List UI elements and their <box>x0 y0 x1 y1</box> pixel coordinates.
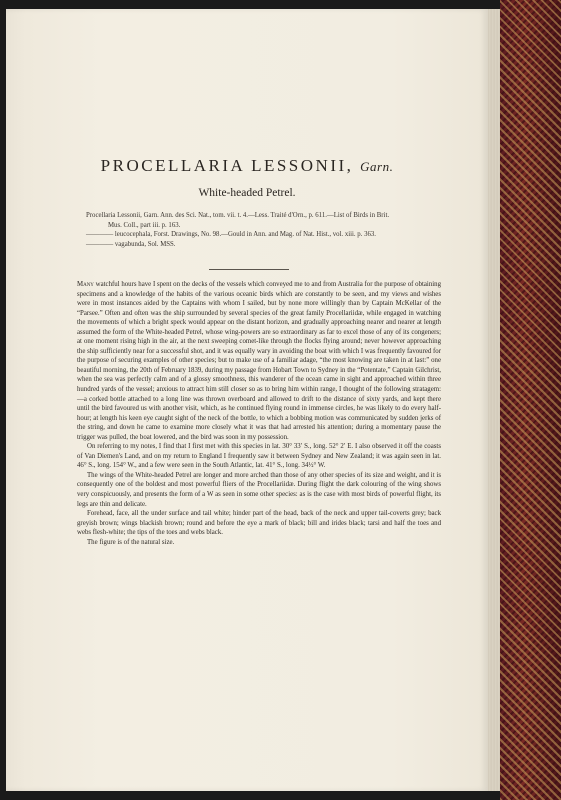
divider-rule <box>209 269 289 270</box>
paragraph-3: The wings of the White-headed Petrel are longer and more arched than those of any other species of its size and weight, and it is consequently one of the boldest and most powerful fliers of the Procellariidæ. During flight the dark colouring of the wing shows very conspicuously, and presents the form of a W as seen in some other species: as is the case with most birds of powerful flight, its legs are thin and delicate. <box>77 471 441 508</box>
paragraph-text: watchful hours have I spent on the decks of the vessels which conveyed me to and from Australia for the purpose of obtaining specimens and a knowledge of the habits of the various oceanic birds which are constantly to be seen, and my views and wishes were in most instances aided by the Captains with whom I sailed, but by none more willingly than by Captain McKellar of the “Parsee.” Often and often was the ship surrounded by several species of the great family Procellariidæ, while engaged in watching the movements of which a bright speck would appear on the distant horizon, and gradually approaching nearer and nearer at length assumed the form of the White-headed Petrel, whose wing-powers are so extraordinary as far to excel those of any of its congeners; at one moment rising high in the air, at the next sweeping comet-like through the flocks flying around; never however approaching the ship sufficiently near for a successful shot, and it was equally wary in avoiding the boat with which I was frequently favoured for the purpose of securing examples of other species; but to make use of a familiar adage, “the most knowing are taken in at last:” one beautiful morning, the 20th of February 1839, during my passage from Hobart Town to Sydney in the “Potentate,” Captain Gilchrist, when the sea was perfectly calm and of a glossy smoothness, this wanderer of the ocean came in sight and approached within three hundred yards of the vessel; anxious to attract him still closer so as to bring him within range, I thought of the following stratagem:—a corked bottle attached to a long line was thrown overboard and allowed to drift to the distance of sixty yards, and kept there until the bird favoured us with another visit, which, as he continued flying round in immense circles, he was likely to do every half-hour; at length his keen eye caught sight of the neck of the bottle, to which a bobbing motion was communicated by sudden jerks of the string, and down he came to examine more closely what it was that had arrested his attention; during a momentary pause the trigger was pulled, the boat lowered, and the bird was soon in my possession. <box>77 281 442 441</box>
page-title <box>6 156 488 176</box>
marbled-binding <box>500 0 561 800</box>
synonymy-line: Mus. Coll., part iii. p. 163. <box>108 221 181 229</box>
synonymy-line: ———— vagabunda, Sol. MSS. <box>86 240 176 248</box>
page-subtitle: White-headed Petrel. <box>198 187 296 199</box>
synonymy-block <box>86 211 426 249</box>
species-name: PROCELLARIA LESSONII, <box>100 156 354 175</box>
body-text <box>77 280 441 547</box>
paragraph-5: The figure is of the natural size. <box>87 538 175 546</box>
synonymy-line: Procellaria Lessonii, Garn. Ann. des Sci. Nat., tom. vii. t. 4.—Less. Traité d'Orn., p. 611.—List of Birds in Brit. <box>86 212 390 219</box>
book-page <box>6 9 488 791</box>
page-edges <box>488 9 500 791</box>
species-authority: Garn. <box>360 159 394 174</box>
paragraph-4: Forehead, face, all the under surface and tail white; hinder part of the head, back of the neck and upper tail-coverts grey; back greyish brown; wings blackish brown; round and before the eye a mark of black; bill and irides black; tarsi and half the toes and webs flesh-white; the tips of the toes and webs black. <box>77 510 441 537</box>
paragraph-2: On referring to my notes, I find that I first met with this species in lat. 30° 33′ S., long. 52° 2′ E. I also observed it off the coasts of Van Diemen's Land, and on my return to England I frequently saw it between Sydney and New Zealand; it was again seen in lat. 46° S., long. 154° W., and a few were seen in the South Atlantic, lat. 41° S., long. 34½° W. <box>77 443 441 470</box>
paragraph-1 <box>77 280 441 442</box>
synonymy-line: ———— leucocephala, Forst. Drawings, No. 98.—Gould in Ann. and Mag. of Nat. Hist., vol. xiii. p. 363. <box>86 231 376 239</box>
drop-initial-word: Many <box>77 281 94 288</box>
